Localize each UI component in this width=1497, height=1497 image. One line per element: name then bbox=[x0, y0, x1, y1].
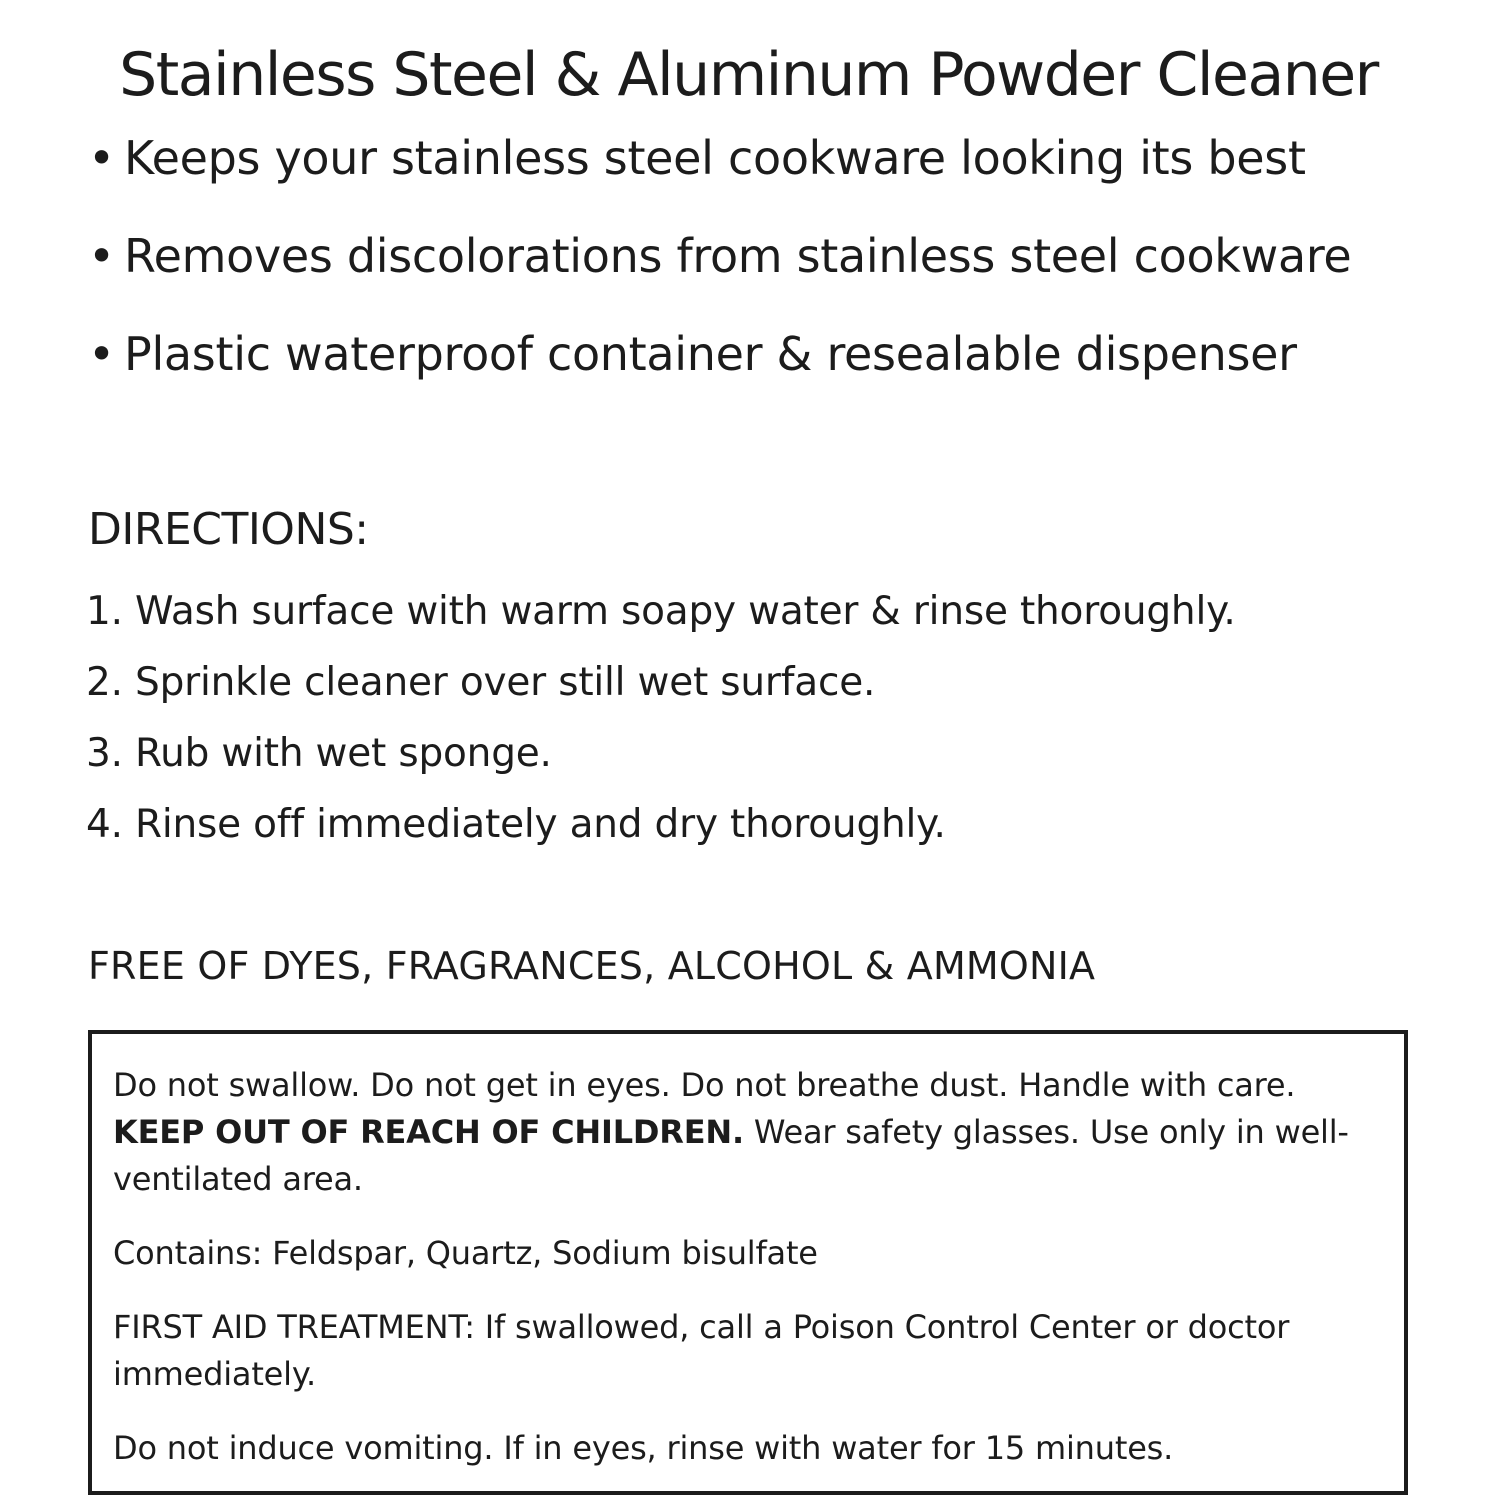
direction-step: 4. Rinse off immediately and dry thoroughly. bbox=[86, 802, 946, 847]
directions-steps bbox=[86, 580, 1236, 864]
first-aid-paragraph: FIRST AID TREATMENT: If swallowed, call a Poison Control Center or doctor immediately. bbox=[113, 1308, 1290, 1393]
children-warning: KEEP OUT OF REACH OF CHILDREN. bbox=[113, 1113, 744, 1151]
directions-heading: DIRECTIONS: bbox=[88, 504, 369, 555]
feature-item bbox=[88, 125, 1448, 223]
bullet-icon: • bbox=[88, 327, 115, 381]
caution-paragraph bbox=[113, 1062, 1380, 1203]
feature-item bbox=[88, 321, 1448, 419]
caution-text-continued: Wear safety glasses. Use only in well-ventilated area. bbox=[113, 1113, 1349, 1198]
feature-item bbox=[88, 223, 1448, 321]
free-of-statement: FREE OF DYES, FRAGRANCES, ALCOHOL & AMMONIA bbox=[88, 944, 1096, 988]
direction-step: 1. Wash surface with warm soapy water & rinse thoroughly. bbox=[86, 589, 1236, 634]
feature-text: Keeps your stainless steel cookware looking its best bbox=[124, 131, 1306, 185]
product-title: Stainless Steel & Aluminum Powder Cleaner bbox=[119, 40, 1378, 111]
eye-treatment-paragraph: Do not induce vomiting. If in eyes, rinse with water for 15 minutes. bbox=[113, 1429, 1174, 1467]
feature-list bbox=[88, 125, 1448, 419]
warning-box bbox=[88, 1030, 1408, 1495]
contains-paragraph: Contains: Feldspar, Quartz, Sodium bisulfate bbox=[113, 1234, 818, 1272]
feature-text: Plastic waterproof container & resealable dispenser bbox=[124, 327, 1297, 381]
direction-step: 3. Rub with wet sponge. bbox=[86, 731, 552, 776]
caution-text: Do not swallow. Do not get in eyes. Do not breathe dust. Handle with care. bbox=[113, 1066, 1296, 1104]
direction-step: 2. Sprinkle cleaner over still wet surface. bbox=[86, 660, 876, 705]
feature-text: Removes discolorations from stainless steel cookware bbox=[124, 229, 1352, 283]
bullet-icon: • bbox=[88, 229, 115, 283]
bullet-icon: • bbox=[88, 131, 115, 185]
